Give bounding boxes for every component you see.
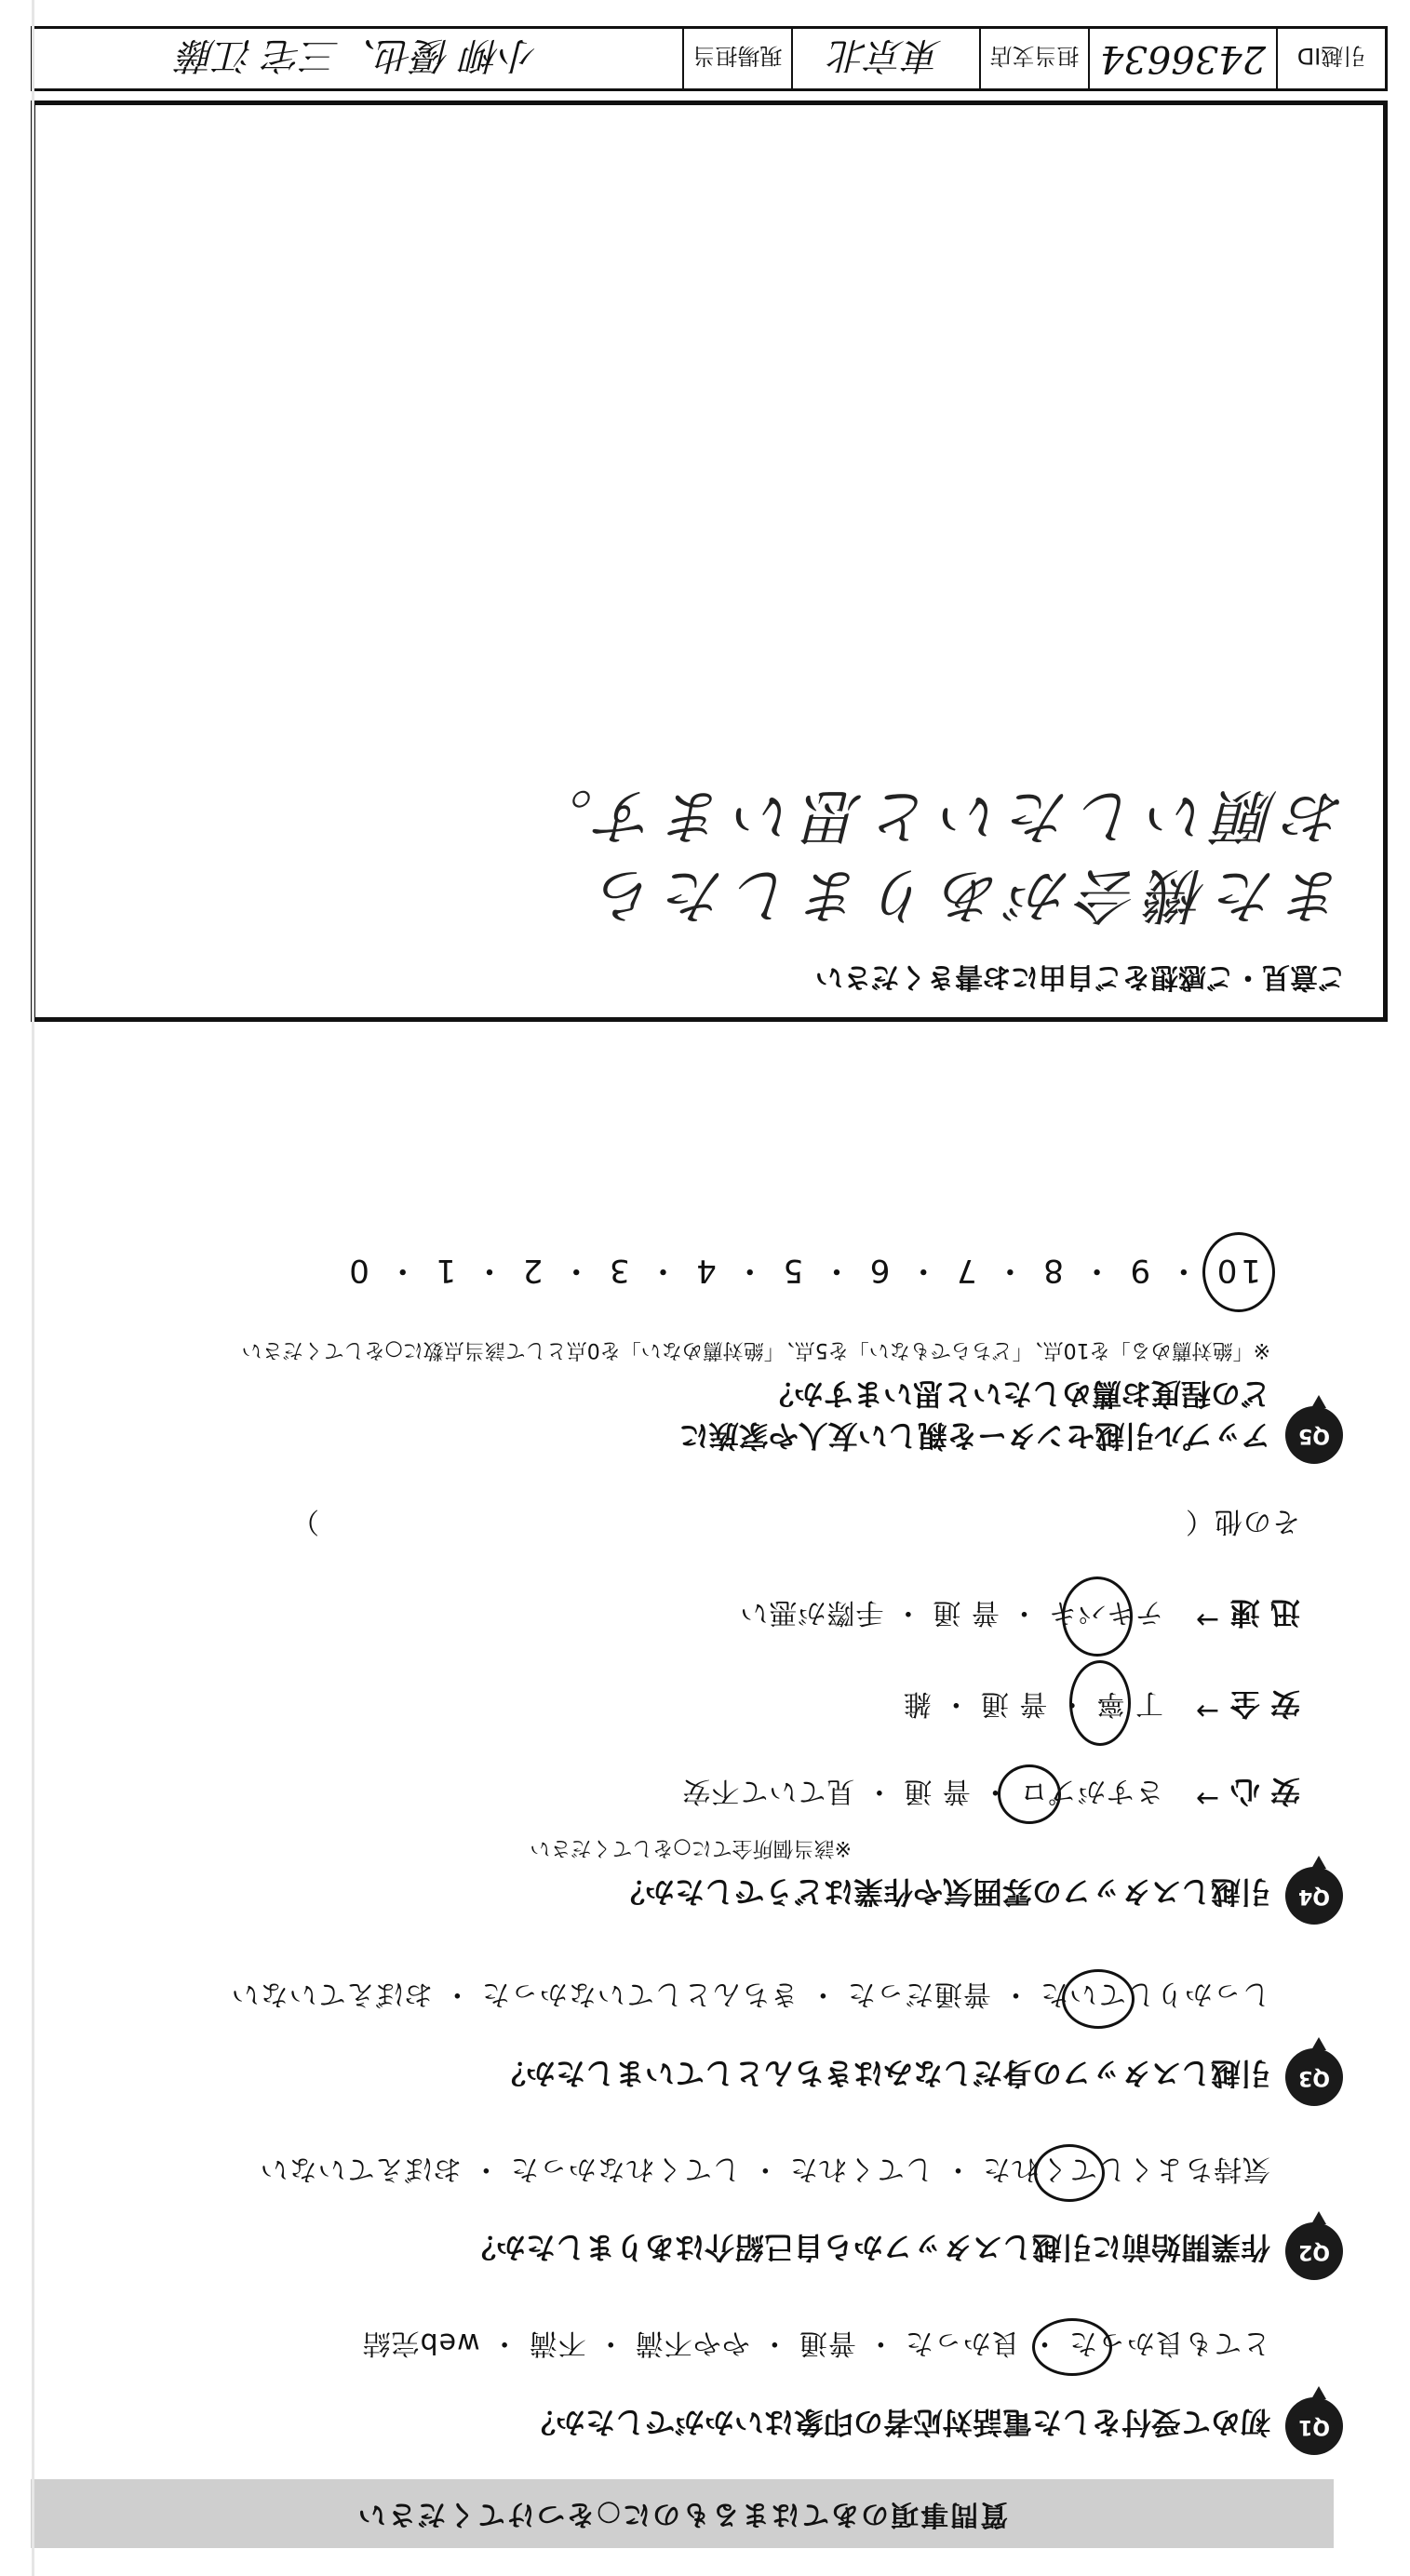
q1-options: とても良かった ・ 良かった ・ 普通 ・ やや不満 ・ 不満 ・ web完結	[361, 2327, 1270, 2359]
q2-question: 作業開始前に引越しスタッフから自己紹介はありましたか？	[465, 2230, 1270, 2265]
q4-row-options-anshin: さすがプロ ・ 普 通 ・ 見ていて不安	[681, 1775, 1163, 1807]
q2-selection-circle	[1034, 2144, 1105, 2202]
site-leader-value: 小柳 優也、三宅 江藤	[178, 34, 538, 77]
q4-anshin-selection-circle	[998, 1764, 1061, 1824]
branch-value: 東京北	[791, 29, 979, 88]
header-info-row	[31, 26, 1388, 91]
q2-badge: Q2	[1285, 2222, 1343, 2280]
site-leader-label: 現場担当	[682, 29, 791, 88]
q5-score-scale: 10 ・ 9 ・ 8 ・ 7 ・ 6 ・ 5 ・ 4 ・ 3 ・ 2 ・ 1 ・ 0	[345, 1252, 1261, 1289]
move-id-label: 引越ID	[1276, 29, 1385, 88]
q4-row-label-anzen: 安 全	[1229, 1686, 1300, 1722]
q4-row-arrow-anshin: →	[1194, 1782, 1219, 1815]
q2-options: 気持ちよくしてくれた ・ してくれた ・ してくれなかった ・ おぼえていない	[259, 2153, 1270, 2185]
q3-question: 引越しスタッフの身だしなみはきちんとしていましたか？	[495, 2056, 1270, 2091]
q4-note: ※該当個所全てに○をしてください	[530, 1836, 852, 1859]
handwritten-comment-line2: お願いしたいと思います。	[524, 781, 1346, 850]
scan-edge-shadow	[32, 0, 34, 2576]
q3-selection-circle	[1062, 1969, 1135, 2029]
q4-question: 引越しスタッフの雰囲気や作業はどうでしたか？	[614, 1874, 1270, 1910]
comment-box	[31, 101, 1388, 1022]
q4-jinsoku-selection-circle	[1062, 1576, 1133, 1657]
instruction-banner: 質問事項のあてはまるものに○をつけてください	[31, 2479, 1334, 2548]
q4-other-field: その他（ ）	[290, 1505, 1300, 1537]
q4-row-label-anshin: 安 心	[1229, 1774, 1300, 1809]
handwritten-comment-line1: また機会がありましたら	[588, 860, 1346, 929]
q1-selection-circle	[1032, 2318, 1112, 2376]
q5-question-line1: アップル引越センターを親しい友人や家族に	[678, 1418, 1270, 1454]
q4-row-options-anzen: 丁 寧 ・ 普 通 ・ 雑	[902, 1687, 1163, 1720]
q3-badge: Q3	[1285, 2048, 1343, 2106]
q4-row-arrow-anzen: →	[1194, 1695, 1219, 1727]
q4-badge: Q4	[1285, 1867, 1343, 1925]
q5-question-line2: どの程度お薦めしたいと思いますか？	[763, 1376, 1270, 1412]
q5-badge: Q5	[1285, 1406, 1343, 1464]
q5-score-selection-circle	[1202, 1232, 1275, 1312]
q4-row-arrow-jinsoku: →	[1194, 1603, 1219, 1636]
q4-row-label-jinsoku: 迅 速	[1229, 1595, 1300, 1630]
branch-label: 担当支店	[979, 29, 1088, 88]
q4-row-options-jinsoku: テキパキ ・ 普 通 ・ 手際が悪い	[739, 1596, 1163, 1629]
q3-options: しっかりしていた ・ 普通だった ・ きちんとしていなかった ・ おぼえていない	[230, 1978, 1270, 2010]
q1-question: 初めて受付をした電話対応者の印象はいかがでしたか？	[525, 2405, 1270, 2440]
q1-badge: Q1	[1285, 2397, 1343, 2455]
move-id-value: 2436634	[1088, 29, 1276, 88]
q5-note: ※「絶対薦める」を10点、「どちらでもない」を5点、「絶対薦めない」を0点として該当点数に○をしてください	[241, 1338, 1270, 1362]
q4-anzen-selection-circle	[1069, 1660, 1131, 1746]
comment-box-title: ご意見・ご感想をご自由にお書きください	[815, 960, 1346, 993]
